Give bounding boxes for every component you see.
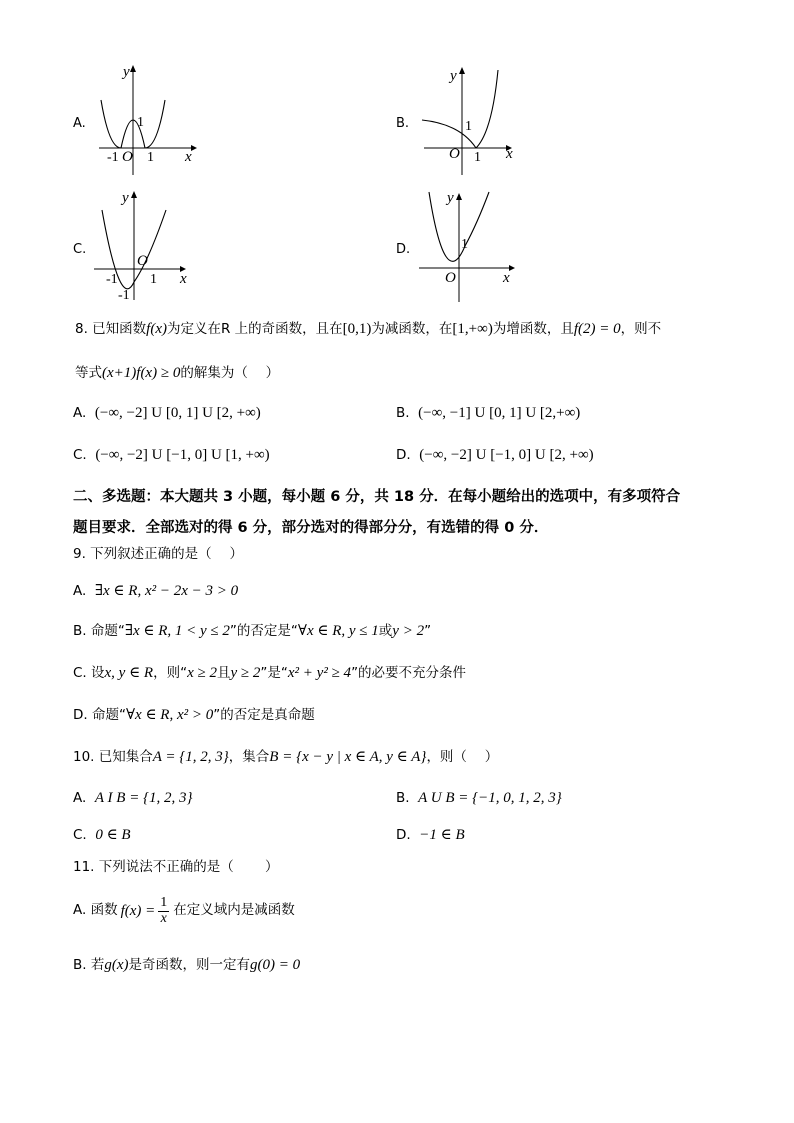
q8-text: 为定义在R 上的奇函数，且在 — [167, 321, 343, 337]
q10-option-c[interactable] — [73, 828, 131, 843]
q8-interval2: [1,+∞) — [452, 321, 493, 337]
y-axis-arrow — [456, 193, 462, 200]
q7-option-a-label[interactable]: A. — [73, 116, 86, 131]
option-text: (−∞, −2] U [0, 1] U [2, +∞) — [94, 405, 261, 421]
origin-label: O — [137, 253, 148, 269]
option-text: (−∞, −2] U [−1, 0] U [2, +∞) — [419, 447, 594, 463]
q10-set-b: B = {x − y | x ∈ A, y ∈ A} — [269, 749, 427, 765]
q8-fx: f(x) — [146, 321, 167, 337]
y-label: y — [450, 68, 457, 84]
option-label: C. 设 — [73, 665, 105, 681]
origin-label: O — [122, 149, 133, 165]
q10-stem — [73, 750, 498, 765]
q8-f2: f(2) = 0 — [573, 321, 621, 337]
q8-option-c[interactable] — [73, 448, 270, 463]
q8-text: 8. 已知函数 — [75, 321, 147, 337]
q8-stem-line1 — [75, 322, 661, 337]
option-text: ”的否定是真命题 — [213, 707, 315, 723]
option-text: ”的否定是“ — [229, 623, 298, 639]
option-math: y ≥ 2 — [230, 665, 261, 681]
option-math: g(0) = 0 — [250, 957, 301, 973]
tick-top-1: 1 — [465, 119, 472, 134]
q7-option-b-graph — [420, 60, 530, 180]
q10-text: ，集合 — [228, 749, 270, 765]
fraction-denominator: x — [160, 910, 167, 926]
q8-text: 等式 — [75, 365, 102, 381]
q8-text: 为减函数，在 — [371, 321, 453, 337]
q8-option-a[interactable] — [73, 406, 261, 421]
q10-option-b[interactable] — [396, 791, 562, 806]
option-math: ∀x ∈ R, x² > 0 — [125, 707, 214, 723]
option-label: C. — [73, 827, 87, 843]
option-label: D. — [396, 447, 411, 463]
q9-option-a[interactable] — [73, 584, 238, 599]
q8-option-b[interactable] — [396, 406, 580, 421]
y-axis-arrow — [130, 65, 136, 72]
option-math: g(x) — [104, 957, 129, 973]
option-label: B. — [396, 790, 410, 806]
fraction-1-over-x — [158, 896, 169, 926]
y-label: y — [447, 190, 454, 206]
q10-set-a: A = {1, 2, 3} — [152, 749, 229, 765]
q8-option-d[interactable] — [396, 448, 594, 463]
section2-heading-line2: 题目要求．全部选对的得 6 分，部分选对的得部分分，有选错的得 0 分． — [73, 520, 549, 536]
tick-top-1: 1 — [461, 237, 468, 252]
option-math: ∃x ∈ R, x² − 2x − 3 > 0 — [94, 583, 239, 599]
option-text: ” — [424, 623, 432, 639]
q7-option-d-label[interactable]: D. — [396, 242, 411, 257]
option-label: D. 命题“ — [73, 707, 126, 723]
option-text: (−∞, −2] U [−1, 0] U [1, +∞) — [95, 447, 270, 463]
q8-stem-line2 — [75, 366, 279, 381]
option-label: A. 函数 — [73, 902, 118, 919]
q9-option-b[interactable] — [73, 624, 431, 639]
tick-1: 1 — [474, 150, 481, 165]
x-label: x — [506, 146, 513, 162]
q7-option-b-label[interactable]: B. — [396, 116, 410, 131]
option-text: ，则“ — [153, 665, 188, 681]
q8-interval1: [0,1) — [342, 321, 372, 337]
origin-label: O — [449, 146, 460, 162]
option-label: A. — [73, 405, 87, 421]
option-math: A I B = {1, 2, 3} — [94, 790, 193, 806]
tick-neg1: -1 — [107, 150, 119, 165]
tick-neg1: -1 — [106, 272, 118, 287]
section2-heading-line1: 二、多选题：本大题共 3 小题，每小题 6 分，共 18 分．在每小题给出的选项中，有多项符合 — [73, 489, 681, 505]
option-text: ”的必要不充分条件 — [351, 665, 467, 681]
q11-stem: 11. 下列说法不正确的是（ ） — [73, 859, 279, 875]
option-label: B. 若 — [73, 957, 105, 973]
option-math: −1 ∈ B — [419, 827, 465, 843]
y-label: y — [123, 64, 130, 80]
origin-label: O — [445, 270, 456, 286]
tick-1: 1 — [150, 272, 157, 287]
option-math: x² + y² ≥ 4 — [287, 665, 352, 681]
option-text: ”是“ — [260, 665, 288, 681]
q8-text: 的解集为（ ） — [180, 365, 280, 381]
q8-text: 为增函数，且 — [492, 321, 574, 337]
option-text: 在定义域内是减函数 — [173, 902, 295, 919]
option-math: y > 2 — [392, 623, 425, 639]
y-axis-arrow — [131, 191, 137, 198]
fraction-numerator: 1 — [160, 895, 168, 910]
option-label: A. — [73, 790, 87, 806]
option-math: ∀x ∈ R, y ≤ 1 — [297, 623, 379, 639]
option-math: x, y ∈ R — [104, 665, 154, 681]
q7-option-c-graph — [90, 182, 205, 307]
tick-top-1: 1 — [137, 115, 144, 130]
q9-option-d[interactable] — [73, 708, 315, 723]
option-text: 或 — [378, 623, 393, 639]
q8-text: ，则不 — [620, 321, 662, 337]
q10-text: 10. 已知集合 — [73, 749, 153, 765]
option-text: (−∞, −1] U [0, 1] U [2,+∞) — [418, 405, 581, 421]
q8-inequality: (x+1)f(x) ≥ 0 — [102, 365, 181, 381]
option-label: C. — [73, 447, 87, 463]
y-label: y — [122, 190, 129, 206]
option-text: 且 — [217, 665, 231, 681]
q10-text: ，则（ ） — [426, 749, 499, 765]
q11-option-b[interactable] — [73, 958, 300, 973]
q7-option-a-graph — [95, 60, 205, 180]
option-label: B. — [396, 405, 410, 421]
option-label: B. 命题“ — [73, 623, 125, 639]
q7-option-d-graph — [415, 184, 525, 309]
option-math: A U B = {−1, 0, 1, 2, 3} — [418, 790, 562, 806]
option-math: f(x) = — [120, 902, 156, 919]
x-label: x — [185, 149, 192, 165]
y-axis-arrow — [459, 67, 465, 74]
option-label: D. — [396, 827, 411, 843]
x-axis-arrow — [191, 145, 197, 151]
x-label: x — [503, 270, 510, 286]
q10-option-a[interactable] — [73, 791, 193, 806]
curve-right — [476, 70, 498, 148]
q11-option-a[interactable] — [73, 896, 295, 926]
option-text: 是奇函数，则一定有 — [128, 957, 251, 973]
option-label: A. — [73, 583, 87, 599]
x-axis-arrow — [509, 265, 515, 271]
option-math: x ≥ 2 — [187, 665, 217, 681]
q10-option-d[interactable] — [396, 828, 465, 843]
q7-option-c-label[interactable]: C. — [73, 242, 87, 257]
tick-1: 1 — [147, 150, 154, 165]
option-math: ∃x ∈ R, 1 < y ≤ 2 — [124, 623, 230, 639]
q9-option-c[interactable] — [73, 666, 466, 681]
tick-bottom: -1 — [118, 288, 130, 303]
x-label: x — [180, 271, 187, 287]
option-math: 0 ∈ B — [95, 827, 131, 843]
q9-stem: 9. 下列叙述正确的是（ ） — [73, 546, 243, 562]
